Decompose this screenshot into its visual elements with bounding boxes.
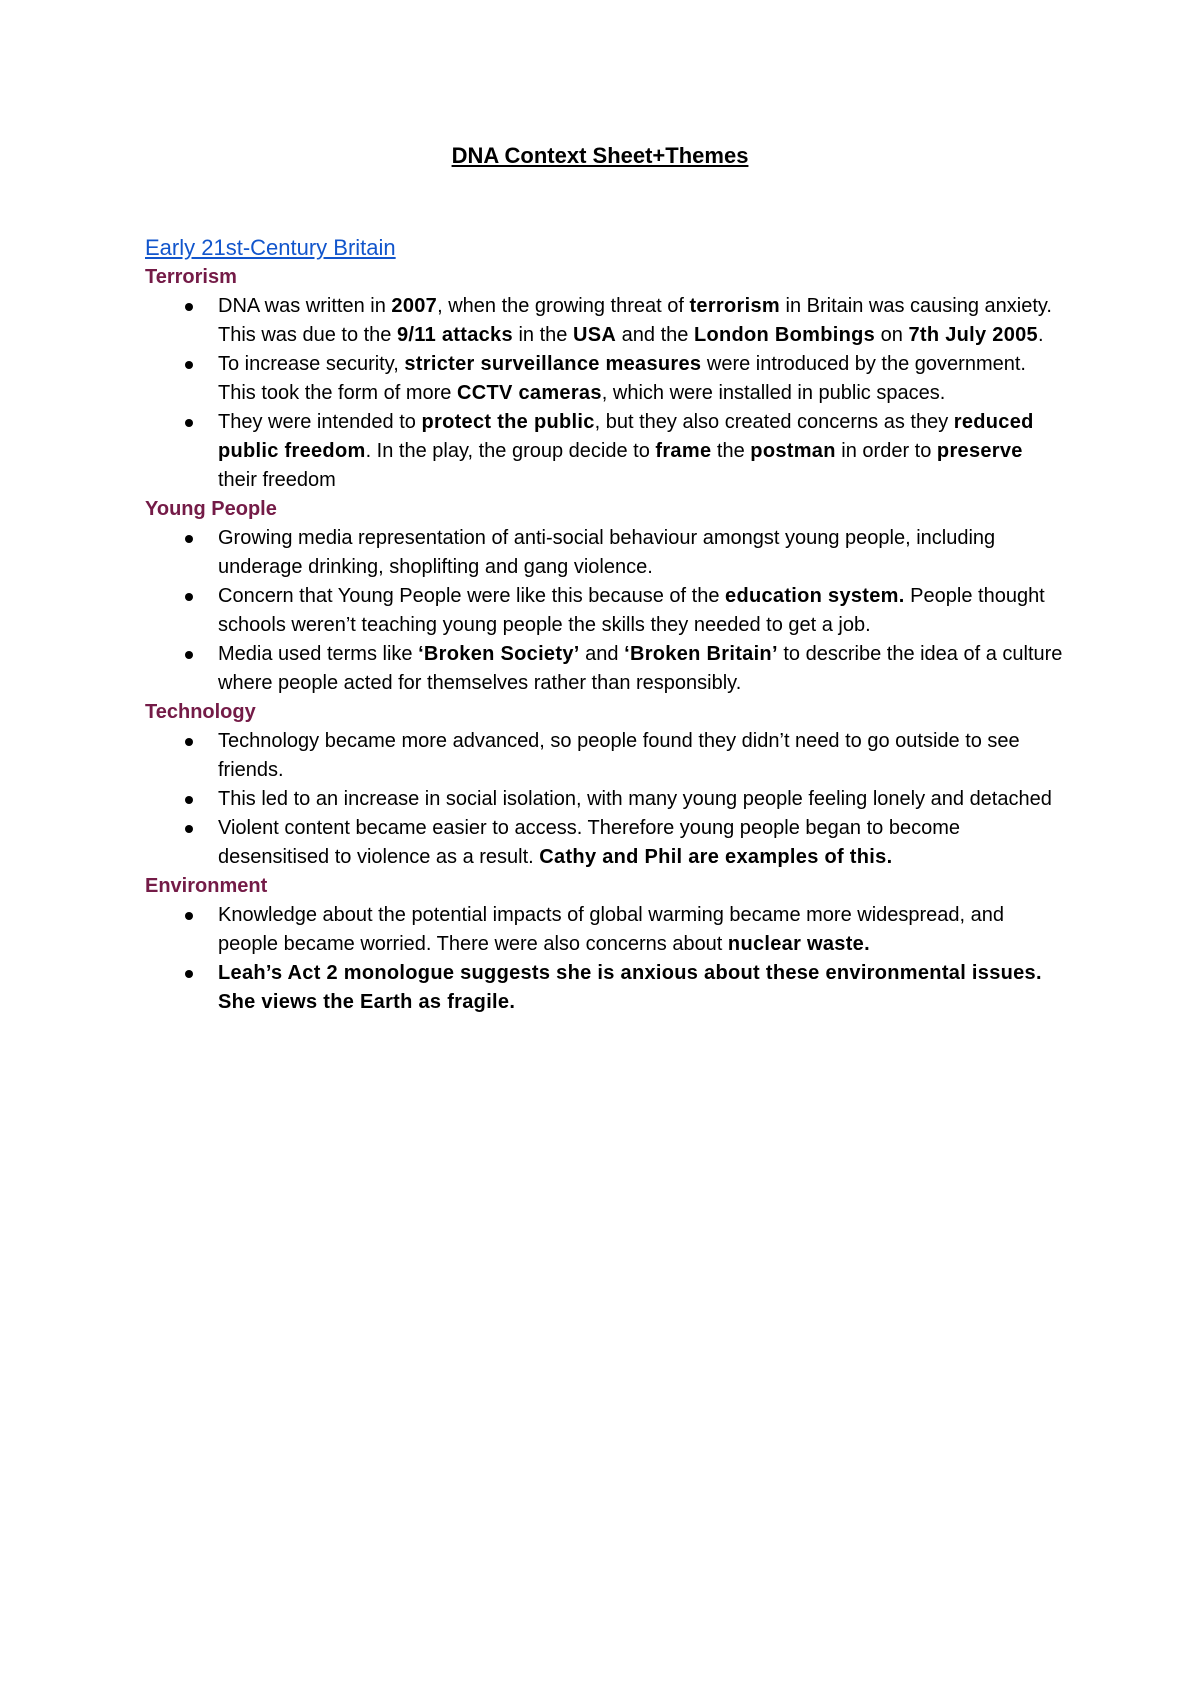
text-run: on: [875, 324, 909, 346]
bullet-item: [145, 727, 1063, 785]
bold-text: nuclear waste.: [727, 933, 870, 955]
bullet-item: [145, 582, 1063, 640]
bullet-list: [145, 292, 1065, 495]
section-heading: Young People: [145, 498, 277, 520]
bullet-item: [145, 292, 1063, 350]
text-run: and: [579, 643, 625, 665]
text-run: . In the play, the group decide to: [365, 440, 656, 462]
bold-text: postman: [750, 440, 836, 462]
text-run: .: [1037, 324, 1044, 346]
bold-text: education system.: [725, 585, 905, 607]
text-run: People thought schools weren’t teaching young people the skills they needed to get a job.: [218, 585, 1045, 636]
bold-text: reduced public freedom: [218, 411, 1034, 462]
bold-text: ‘Broken Society’: [418, 643, 580, 665]
bullet-item: [145, 350, 1063, 408]
text-run: the: [711, 440, 751, 462]
section-heading: Environment: [145, 875, 268, 897]
bold-text: Cathy and Phil are examples of this.: [539, 846, 893, 868]
bold-text: CCTV cameras: [456, 382, 602, 404]
bold-text: USA: [572, 324, 617, 346]
bullet-item: [145, 785, 1063, 814]
text-run: , but they also created concerns as they: [594, 411, 954, 433]
section-link[interactable]: Early 21st-Century Britain: [145, 235, 396, 260]
text-run: Violent content became easier to access. Therefore young people began to become desensitised to violence as a result.: [218, 817, 960, 868]
bullet-item: [145, 814, 1063, 872]
text-run: They were intended to: [218, 411, 422, 433]
bold-text: ‘Broken Britain’: [624, 643, 778, 665]
bullet-list: [145, 901, 1065, 1017]
text-run: in the: [512, 324, 573, 346]
bullet-item: [145, 640, 1063, 698]
text-run: to describe the idea of a culture where people acted for themselves rather than responsibly.: [218, 643, 1063, 694]
text-run: were introduced by the government. This took the form of more: [218, 353, 1026, 404]
bold-text: Leah’s Act 2 monologue suggests she is anxious about these environmental issues. She views the Earth as fragile.: [218, 962, 1042, 1013]
text-run: Technology became more advanced, so people found they didn’t need to go outside to see friends.: [218, 730, 1020, 781]
section-heading: Terrorism: [145, 266, 237, 288]
bullet-item: [145, 408, 1063, 495]
bold-text: 9/11 attacks: [396, 324, 513, 346]
text-run: their freedom: [218, 469, 336, 491]
bullet-item: [145, 959, 1063, 1017]
document-body: [145, 233, 1065, 1017]
text-run: in order to: [835, 440, 937, 462]
section-heading: Technology: [145, 701, 256, 723]
bold-text: stricter surveillance measures: [404, 353, 702, 375]
text-run: To increase security,: [218, 353, 405, 375]
text-run: Concern that Young People were like this because of the: [218, 585, 726, 607]
bullet-item: [145, 524, 1063, 582]
bold-text: protect the public: [421, 411, 595, 433]
bullet-list: [145, 524, 1065, 698]
bullet-item: [145, 901, 1063, 959]
bold-text: frame: [655, 440, 712, 462]
bold-text: terrorism: [689, 295, 780, 317]
section-environment: [145, 872, 1065, 1017]
bold-text: 2007: [391, 295, 438, 317]
bold-text: London Bombings: [693, 324, 876, 346]
text-run: and the: [616, 324, 694, 346]
text-run: , which were installed in public spaces.: [601, 382, 946, 404]
section-terrorism: [145, 263, 1065, 495]
bold-text: 7th July 2005: [908, 324, 1038, 346]
text-run: DNA was written in: [218, 295, 392, 317]
text-run: , when the growing threat of: [437, 295, 690, 317]
text-run: Media used terms like: [218, 643, 419, 665]
text-run: in Britain was causing anxiety. This was due to the: [218, 295, 1052, 346]
text-run: Growing media representation of anti-social behaviour amongst young people, including underage drinking, shoplifting and gang violence.: [218, 527, 996, 578]
page-title: DNA Context Sheet+Themes: [451, 143, 749, 168]
bold-text: preserve: [936, 440, 1023, 462]
section-young-people: [145, 495, 1065, 698]
text-run: Knowledge about the potential impacts of global warming became more widespread, and people became worried. There were also concerns about: [218, 904, 1005, 955]
section-technology: [145, 698, 1065, 872]
text-run: This led to an increase in social isolation, with many young people feeling lonely and detached: [218, 788, 1052, 810]
bullet-list: [145, 727, 1065, 872]
